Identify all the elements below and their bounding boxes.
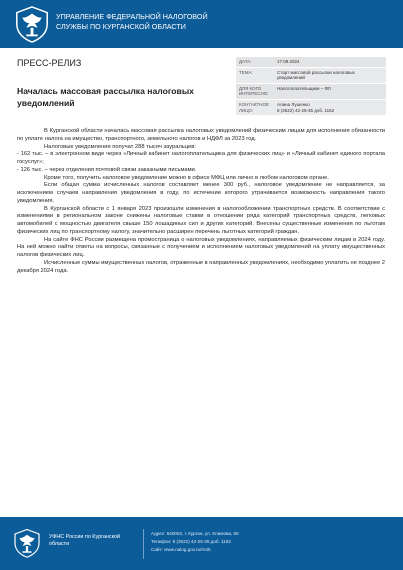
footer-site-link[interactable]: Сайт: www.nalog.gov.ru/rn45 [151, 546, 211, 552]
meta-row-date [236, 56, 386, 67]
press-release-body [17, 128, 385, 275]
meta-value [277, 70, 383, 81]
meta-value-line: 8 (3522) 42-25-35 доб. 1162 [277, 107, 335, 113]
meta-value [277, 102, 383, 113]
body-paragraph: Если общая сумма исчисленных налогов составляет менее 300 руб., налоговое уведомление не направляется, за исключением случаев направления уведомления в году, по истечении которого утрачивается возможность направления такого уведомления. [17, 182, 385, 204]
meta-value-line: Налогоплательщики – ФЛ [277, 85, 331, 91]
meta-value [277, 59, 383, 65]
body-paragraph: Кроме того, получить налоговое уведомление можно в офисе МФЦ или лично в любом налоговом органе. [44, 174, 329, 181]
agency-name-line2: СЛУЖБЫ ПО КУРГАНСКОЙ ОБЛАСТИ [56, 22, 186, 31]
fns-emblem-icon [13, 5, 51, 43]
body-paragraph: На сайте ФНС России размещена промостраница о налоговых уведомлениях, направляемых физическим лицам в 2024 году. На ней можно найти ответы на вопросы, связанные с получением и исполнением налоговых уведомлений на уплату имущественных налогов физических лиц. [17, 236, 385, 258]
meta-value-line: Алина Лушенко [277, 101, 310, 107]
body-list-item: - 126 тыс. – через отделения почтовой связи заказными письмами. [17, 166, 197, 173]
footer-phone: Телефон: 8 (3522) 42-25-35 доб. 1162 [151, 538, 231, 544]
meta-value-line: 17.09.2024 [277, 59, 300, 64]
page-title: Началась массовая рассылка налоговых уведомлений [17, 86, 194, 108]
footer-address: Адрес: 640002, г. Курган, ул. Климова, 60 [151, 531, 239, 536]
footer-divider [143, 529, 144, 559]
meta-table [236, 56, 386, 115]
meta-value-line: Старт массовой рассылки налоговых [277, 69, 355, 75]
body-list-item: - 162 тыс. – в электронном виде через «Личный кабинет налогоплательщика для физических лиц» и «Личный кабинет единого портала госуслуг»; [17, 151, 385, 165]
fns-emblem-icon [12, 528, 42, 558]
meta-key: ДАТА: [239, 59, 252, 64]
body-paragraph: Исчисленные суммы имущественных налогов, отраженные в направленных уведомлениях, необходимо уплатить не позднее 2 декабря 2024 года. [17, 259, 385, 274]
meta-value-line: уведомлений [277, 75, 305, 81]
header-band [0, 0, 403, 48]
body-paragraph: В Курганской области началась массовая рассылка налоговых уведомлений физическим лицам для исполнения обязанности по уплате налога на имущество, транспортного, земельного налогов и НДФЛ за 2023 год. [17, 128, 385, 142]
press-release-label: ПРЕСС-РЕЛИЗ [17, 58, 82, 68]
meta-row-audience [236, 83, 386, 99]
meta-row-topic [236, 67, 386, 83]
footer-office-name: УФНС России по Курганской области [49, 534, 121, 548]
footer-band [0, 517, 403, 570]
agency-name [56, 12, 208, 32]
body-paragraph: Налоговые уведомления получат 288 тысяч зауральцев: [44, 143, 196, 150]
meta-key: ДЛЯ КОГО ИНТЕРЕСНО: [239, 85, 269, 97]
meta-row-contact [236, 99, 386, 115]
meta-key: КОНТАКТНОЕ ЛИЦО: [239, 101, 270, 113]
agency-name-line1: УПРАВЛЕНИЕ ФЕДЕРАЛЬНОЙ НАЛОГОВОЙ [56, 12, 208, 21]
meta-value [277, 86, 383, 97]
footer-contacts [151, 530, 239, 553]
body-paragraph: В Курганской области с 1 января 2023 произошли изменения в налогообложении транспортных средств. В соответствии с изменениями в региональном законе снижены налоговые ставки в отношении ряда категорий транспортных средств, легковых автомобилей с мощностью двигателя свыше 150 лошадиных сил и других категорий. Внесены существенные изменения по льготам физических лиц по транспортному налогу, значительно расширен перечень льготных категорий граждан. [17, 205, 385, 235]
meta-key: ТЕМА: [239, 69, 253, 75]
